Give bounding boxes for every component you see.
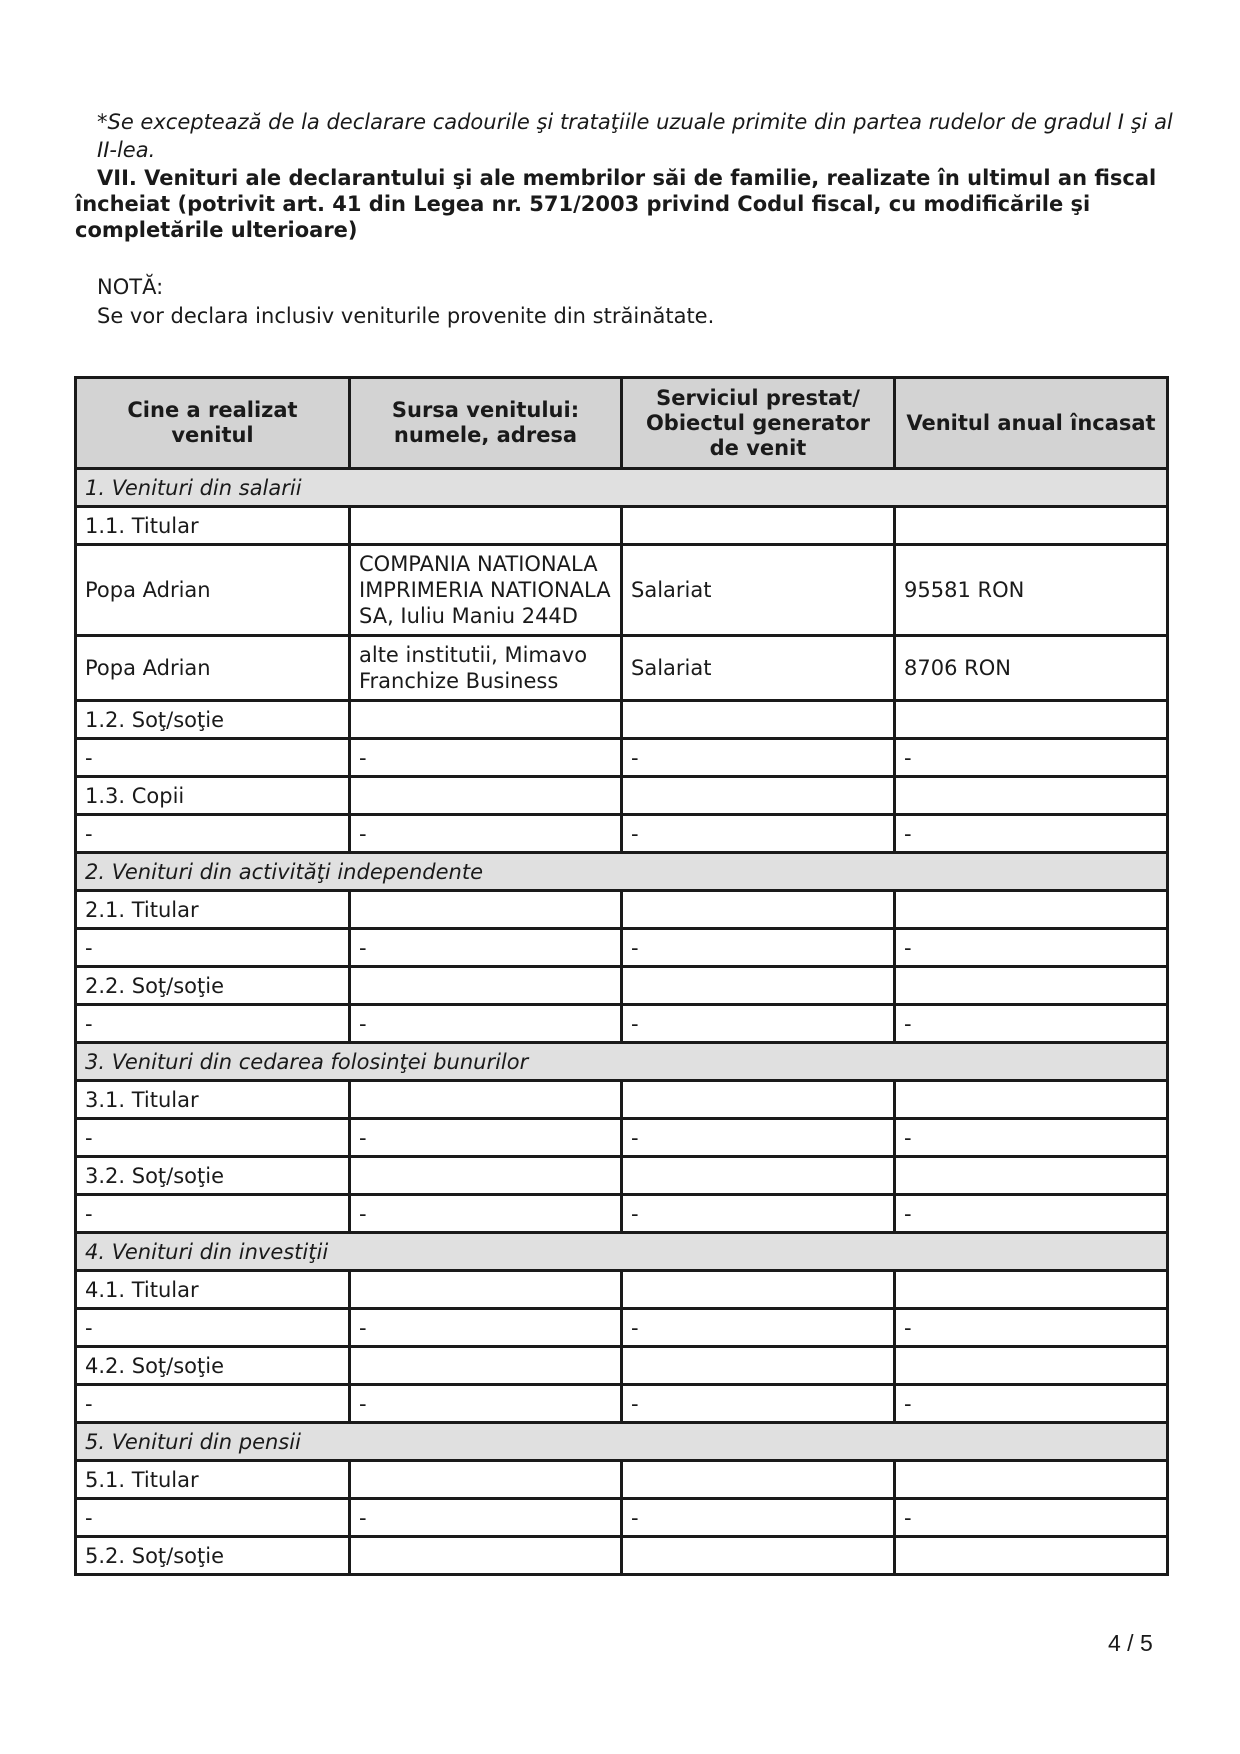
dash-cell: - <box>622 1119 895 1157</box>
dash-row <box>76 1195 1168 1233</box>
dash-cell: - <box>622 1005 895 1043</box>
cell-service: Salariat <box>622 636 895 701</box>
empty-cell <box>350 701 622 739</box>
subgroup-label: 2.2. Soţ/soţie <box>76 967 350 1005</box>
empty-cell <box>622 1157 895 1195</box>
dash-cell: - <box>76 1195 350 1233</box>
subgroup-row <box>76 1271 1168 1309</box>
dash-cell: - <box>350 1499 622 1537</box>
subgroup-label: 1.2. Soţ/soţie <box>76 701 350 739</box>
subgroup-row <box>76 891 1168 929</box>
dash-cell: - <box>895 1385 1168 1423</box>
dash-cell: - <box>350 815 622 853</box>
dash-cell: - <box>895 815 1168 853</box>
empty-cell <box>895 1537 1168 1575</box>
category-label: 1. Venituri din salarii <box>76 469 1168 507</box>
cell-who: Popa Adrian <box>76 545 350 636</box>
dash-cell: - <box>350 929 622 967</box>
empty-cell <box>895 1271 1168 1309</box>
header-service: Serviciul prestat/ Obiectul generator de venit <box>622 378 895 469</box>
note-label: NOTĂ: <box>97 275 164 299</box>
note-text: Se vor declara inclusiv veniturile provenite din străinătate. <box>97 304 715 328</box>
dash-cell: - <box>76 1119 350 1157</box>
dash-cell: - <box>622 1499 895 1537</box>
subgroup-row <box>76 1537 1168 1575</box>
dash-row <box>76 1385 1168 1423</box>
category-row <box>76 1233 1168 1271</box>
empty-cell <box>622 1081 895 1119</box>
empty-cell <box>622 1347 895 1385</box>
dash-cell: - <box>350 739 622 777</box>
empty-cell <box>895 701 1168 739</box>
empty-cell <box>350 1157 622 1195</box>
subgroup-label: 5.1. Titular <box>76 1461 350 1499</box>
table-row <box>76 545 1168 636</box>
subgroup-row <box>76 701 1168 739</box>
dash-cell: - <box>622 929 895 967</box>
dash-cell: - <box>622 1309 895 1347</box>
dash-cell: - <box>76 739 350 777</box>
dash-cell: - <box>895 1005 1168 1043</box>
header-source: Sursa venitului: numele, adresa <box>350 378 622 469</box>
empty-cell <box>350 777 622 815</box>
dash-row <box>76 1119 1168 1157</box>
category-label: 3. Venituri din cedarea folosinţei bunurilor <box>76 1043 1168 1081</box>
subgroup-row <box>76 1157 1168 1195</box>
dash-cell: - <box>76 1499 350 1537</box>
empty-cell <box>895 1157 1168 1195</box>
dash-cell: - <box>350 1309 622 1347</box>
subgroup-row <box>76 1081 1168 1119</box>
empty-cell <box>895 1461 1168 1499</box>
footnote: *Se exceptează de la declarare cadourile şi trataţiile uzuale primite din partea rudelor de gradul I şi al II-lea. <box>97 110 1173 162</box>
subgroup-label: 3.1. Titular <box>76 1081 350 1119</box>
table-row <box>76 636 1168 701</box>
subgroup-label: 5.2. Soţ/soţie <box>76 1537 350 1575</box>
empty-cell <box>622 701 895 739</box>
dash-cell: - <box>895 1119 1168 1157</box>
empty-cell <box>895 777 1168 815</box>
subgroup-label: 3.2. Soţ/soţie <box>76 1157 350 1195</box>
subgroup-row <box>76 507 1168 545</box>
empty-cell <box>895 891 1168 929</box>
empty-cell <box>350 507 622 545</box>
cell-source: COMPANIA NATIONALA IMPRIMERIA NATIONALA SA, Iuliu Maniu 244D <box>350 545 622 636</box>
dash-cell: - <box>895 929 1168 967</box>
dash-row <box>76 929 1168 967</box>
dash-cell: - <box>76 1309 350 1347</box>
empty-cell <box>350 1271 622 1309</box>
empty-cell <box>895 967 1168 1005</box>
empty-cell <box>895 1347 1168 1385</box>
empty-cell <box>622 777 895 815</box>
page-number: 4 / 5 <box>1108 1630 1153 1656</box>
dash-cell: - <box>76 1385 350 1423</box>
empty-cell <box>895 507 1168 545</box>
category-label: 5. Venituri din pensii <box>76 1423 1168 1461</box>
header-income: Venitul anual încasat <box>895 378 1168 469</box>
dash-cell: - <box>76 1005 350 1043</box>
dash-row <box>76 1005 1168 1043</box>
dash-cell: - <box>895 1309 1168 1347</box>
subgroup-row <box>76 1347 1168 1385</box>
section-title: VII. Venituri ale declarantului şi ale membrilor săi de familie, realizate în ultimul an fiscal încheiat (potrivit art. 41 din Legea nr. 571/2003 privind Codul fiscal, cu modificările şi completările ulterioare) <box>75 166 1157 242</box>
dash-row <box>76 1499 1168 1537</box>
empty-cell <box>622 1461 895 1499</box>
cell-who: Popa Adrian <box>76 636 350 701</box>
subgroup-label: 1.3. Copii <box>76 777 350 815</box>
dash-cell: - <box>895 1499 1168 1537</box>
dash-cell: - <box>350 1005 622 1043</box>
category-row <box>76 1423 1168 1461</box>
subgroup-label: 1.1. Titular <box>76 507 350 545</box>
subgroup-label: 4.1. Titular <box>76 1271 350 1309</box>
empty-cell <box>895 1081 1168 1119</box>
cell-income: 95581 RON <box>895 545 1168 636</box>
category-row <box>76 853 1168 891</box>
dash-cell: - <box>622 815 895 853</box>
empty-cell <box>622 1271 895 1309</box>
table-header-row <box>76 378 1168 469</box>
dash-cell: - <box>350 1195 622 1233</box>
empty-cell <box>622 507 895 545</box>
dash-cell: - <box>350 1119 622 1157</box>
income-table <box>74 376 1169 1576</box>
empty-cell <box>622 1537 895 1575</box>
empty-cell <box>350 967 622 1005</box>
dash-cell: - <box>895 739 1168 777</box>
header-who: Cine a realizat venitul <box>76 378 350 469</box>
cell-income: 8706 RON <box>895 636 1168 701</box>
empty-cell <box>350 891 622 929</box>
subgroup-row <box>76 967 1168 1005</box>
category-row <box>76 1043 1168 1081</box>
category-label: 2. Venituri din activităţi independente <box>76 853 1168 891</box>
dash-cell: - <box>76 815 350 853</box>
dash-cell: - <box>350 1385 622 1423</box>
dash-row <box>76 815 1168 853</box>
empty-cell <box>622 891 895 929</box>
dash-row <box>76 739 1168 777</box>
cell-source: alte institutii, Mimavo Franchize Business <box>350 636 622 701</box>
subgroup-label: 2.1. Titular <box>76 891 350 929</box>
empty-cell <box>350 1537 622 1575</box>
subgroup-row <box>76 777 1168 815</box>
subgroup-label: 4.2. Soţ/soţie <box>76 1347 350 1385</box>
dash-cell: - <box>622 1385 895 1423</box>
empty-cell <box>350 1081 622 1119</box>
cell-service: Salariat <box>622 545 895 636</box>
empty-cell <box>622 967 895 1005</box>
dash-cell: - <box>622 739 895 777</box>
dash-cell: - <box>895 1195 1168 1233</box>
category-label: 4. Venituri din investiţii <box>76 1233 1168 1271</box>
empty-cell <box>350 1461 622 1499</box>
empty-cell <box>350 1347 622 1385</box>
dash-row <box>76 1309 1168 1347</box>
category-row <box>76 469 1168 507</box>
dash-cell: - <box>622 1195 895 1233</box>
subgroup-row <box>76 1461 1168 1499</box>
dash-cell: - <box>76 929 350 967</box>
